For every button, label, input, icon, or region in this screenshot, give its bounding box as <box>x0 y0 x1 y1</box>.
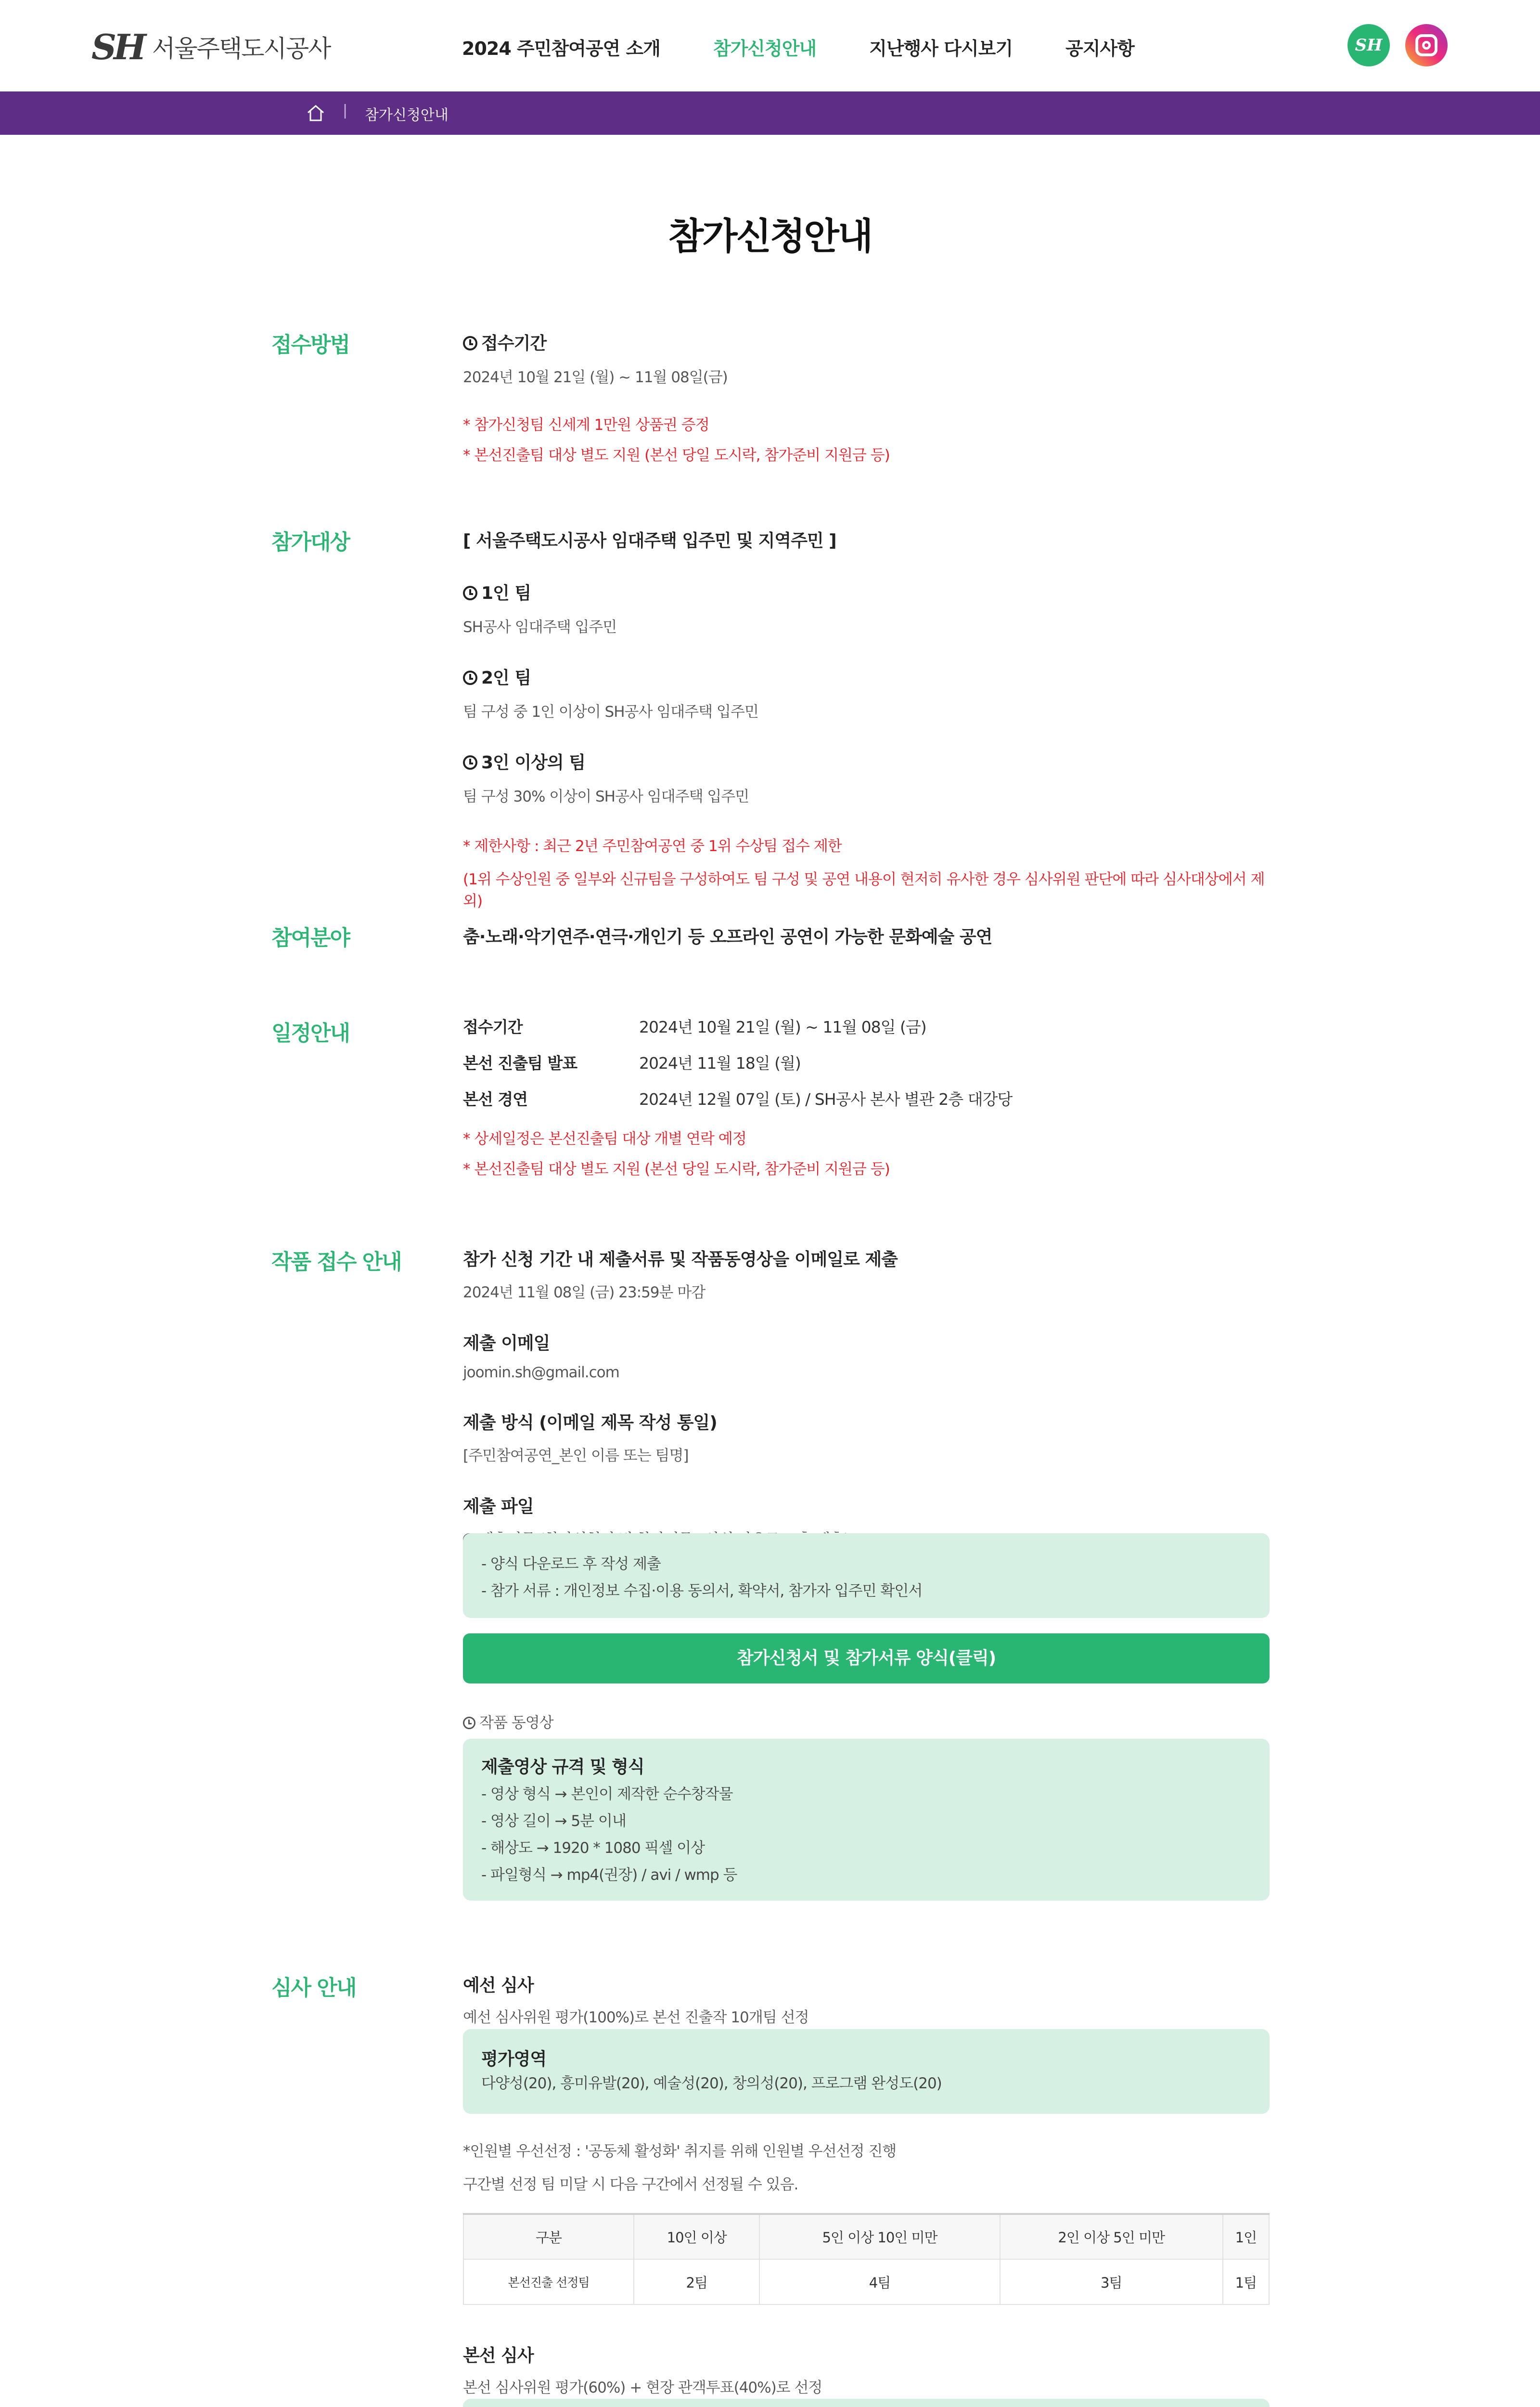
notice-gift: * 참가신청팀 신세계 1만원 상품권 증정 <box>463 416 709 434</box>
table-cell: 1팀 <box>1223 2259 1269 2304</box>
restriction-detail: (1위 수상인원 중 일부와 신규팀을 구성하여도 팀 구성 및 공연 내용이 현저히 유사한 경우 심사위원 판단에 따라 심사대상에서 제외) <box>463 871 1265 910</box>
section-label-method: 접수방법 <box>271 333 350 357</box>
section-label-field: 참여분야 <box>271 926 350 950</box>
prelim-heading: 예선 심사 <box>463 1976 534 1995</box>
clock-icon <box>463 586 477 600</box>
final-heading: 본선 심사 <box>463 2346 534 2366</box>
file-heading: 제출 파일 <box>463 1497 534 1516</box>
final-desc: 본선 심사위원 평가(60%) + 현장 관객투표(40%)로 선정 <box>463 2379 822 2396</box>
team-1-heading: 1인 팀 <box>481 583 531 603</box>
prelim-table <box>463 2213 1270 2305</box>
field-content <box>463 923 1270 948</box>
submission-heading: 참가 신청 기간 내 제출서류 및 작품동영상을 이메일로 제출 <box>463 1250 898 1269</box>
eligibility-heading: [ 서울주택도시공사 임대주택 입주민 및 지역주민 ] <box>463 531 836 551</box>
submission-email[interactable]: joomin.sh@gmail.com <box>463 1364 619 1381</box>
priority-notes <box>463 2139 1270 2194</box>
final-content <box>463 2342 1270 2397</box>
nav-notice[interactable]: 공지사항 <box>1065 38 1134 59</box>
section-label-schedule: 일정안내 <box>271 1021 350 1046</box>
schedule-row: 접수기간 2024년 10월 21일 (월) ~ 11월 08일 (금) <box>463 1018 926 1036</box>
video-spec-line: - 해상도 → 1920 * 1080 픽셀 이상 <box>481 1839 705 1857</box>
method-format: [주민참여공연_본인 이름 또는 팀명] <box>463 1447 689 1464</box>
site-logo[interactable] <box>91 25 330 68</box>
nav-apply-guide[interactable]: 참가신청안내 <box>713 38 817 59</box>
clock-icon <box>463 1717 475 1729</box>
logo-mark: SH <box>91 26 144 67</box>
method-content <box>463 330 1270 465</box>
breadcrumb <box>0 91 1540 135</box>
schedule-row: 본선 진출팀 발표 2024년 11월 18일 (월) <box>463 1054 801 1073</box>
prelim-desc: 예선 심사위원 평가(100%)로 본선 진출작 10개팀 선정 <box>463 2009 809 2026</box>
schedule-note-2: * 본선진출팀 대상 별도 지원 (본선 당일 도시락, 참가준비 지원금 등) <box>463 1161 890 1178</box>
team-1-desc: SH공사 임대주택 입주민 <box>463 619 617 636</box>
priority-note: 구간별 선정 팀 미달 시 다음 구간에서 선정될 수 있음. <box>463 2176 798 2193</box>
video-spec-line: - 영상 형식 → 본인이 제작한 순수창작물 <box>481 1786 733 1803</box>
field-desc: 춤·노래·악기연주·연극·개인기 등 오프라인 공연이 가능한 문화예술 공연 <box>463 927 992 947</box>
prelim-criteria-heading: 평가영역 <box>481 2049 547 2069</box>
submission-deadline: 2024년 11월 08일 (금) 23:59분 마감 <box>463 1284 706 1301</box>
team-3-desc: 팀 구성 30% 이상이 SH공사 임대주택 입주민 <box>463 788 749 805</box>
section-label-eligibility: 참가대상 <box>271 530 350 555</box>
prelim-criteria: 다양성(20), 흥미유발(20), 예술성(20), 창의성(20), 프로그램 완성도(20) <box>481 2075 942 2092</box>
team-3-heading: 3인 이상의 팀 <box>481 753 585 773</box>
docs-info-box <box>463 1533 1270 1618</box>
table-header-cell: 구분 <box>463 2214 634 2259</box>
video-spec-line: - 파일형식 → mp4(권장) / avi / wmp 등 <box>481 1866 737 1884</box>
download-forms-button[interactable]: 참가신청서 및 참가서류 양식(클릭) <box>463 1633 1270 1683</box>
clock-icon <box>463 671 477 685</box>
sh-link-button[interactable]: SH <box>1348 24 1390 66</box>
eligibility-content <box>463 527 1270 910</box>
prelim-content <box>463 1972 1270 2027</box>
clock-icon <box>463 336 477 350</box>
video-spec-heading: 제출영상 규격 및 형식 <box>481 1757 644 1777</box>
reception-period: 2024년 10월 21일 (월) ~ 11월 08일(금) <box>463 369 728 386</box>
table-cell: 본선진출 선정팀 <box>463 2259 634 2304</box>
docs-info-line: - 참가 서류 : 개인정보 수집·이용 동의서, 확약서, 참가자 입주민 확인서 <box>481 1582 923 1600</box>
team-2-desc: 팀 구성 중 1인 이상이 SH공사 임대주택 입주민 <box>463 703 758 721</box>
video-spec-line: - 영상 길이 → 5분 이내 <box>481 1812 626 1830</box>
priority-note: *인원별 우선선정 : '공동체 활성화' 취지를 위해 인원별 우선선정 진행 <box>463 2143 897 2160</box>
prelim-criteria-box <box>463 2029 1270 2114</box>
table-cell: 3팀 <box>1000 2259 1223 2304</box>
nav-past-events[interactable]: 지난행사 다시보기 <box>869 38 1013 59</box>
team-2-heading: 2인 팀 <box>481 668 531 688</box>
section-label-judging: 심사 안내 <box>271 1976 356 2000</box>
breadcrumb-current: 참가신청안내 <box>365 107 449 124</box>
nav-intro[interactable]: 2024 주민참여공연 소개 <box>462 38 660 59</box>
table-header-cell: 5인 이상 10인 미만 <box>759 2214 1000 2259</box>
main-nav <box>462 34 1187 60</box>
table-header-cell: 10인 이상 <box>634 2214 759 2259</box>
schedule-notes <box>463 1126 1270 1178</box>
table-header-cell: 1인 <box>1223 2214 1269 2259</box>
schedule-note-1: * 상세일정은 본선진출팀 대상 개별 연락 예정 <box>463 1130 746 1148</box>
table-header-cell: 2인 이상 5인 미만 <box>1000 2214 1223 2259</box>
clock-icon <box>463 755 477 770</box>
section-label-submission: 작품 접수 안내 <box>271 1250 401 1274</box>
table-row <box>463 2259 1269 2304</box>
method-heading: 제출 방식 (이메일 제목 작성 통일) <box>463 1413 717 1433</box>
instagram-icon[interactable] <box>1405 24 1448 66</box>
breadcrumb-separator: | <box>343 102 348 119</box>
submission-content <box>463 1246 1270 1549</box>
logo-text: 서울주택도시공사 <box>152 35 331 63</box>
restriction-notice: * 제한사항 : 최근 2년 주민참여공연 중 1위 수상팀 접수 제한 <box>463 838 842 855</box>
table-header-row <box>463 2214 1269 2259</box>
video-subheading: 작품 동영상 <box>479 1714 553 1732</box>
table-cell: 4팀 <box>759 2259 1000 2304</box>
video-spec-box <box>463 1739 1270 1901</box>
table-cell: 2팀 <box>634 2259 759 2304</box>
page-title: 참가신청안내 <box>668 215 872 258</box>
docs-info-line: - 양식 다운로드 후 작성 제출 <box>481 1555 661 1573</box>
email-heading: 제출 이메일 <box>463 1333 550 1353</box>
video-subheading-row <box>463 1710 1270 1732</box>
schedule-row: 본선 경연 2024년 12월 07일 (토) / SH공사 본사 별관 2층 대강당 <box>463 1090 1013 1109</box>
notice-support: * 본선진출팀 대상 별도 지원 (본선 당일 도시락, 참가준비 지원금 등) <box>463 447 890 464</box>
final-criteria-box <box>463 2399 1270 2407</box>
home-icon[interactable] <box>306 104 325 122</box>
site-header <box>0 0 1540 91</box>
reception-period-heading: 접수기간 <box>481 334 547 353</box>
